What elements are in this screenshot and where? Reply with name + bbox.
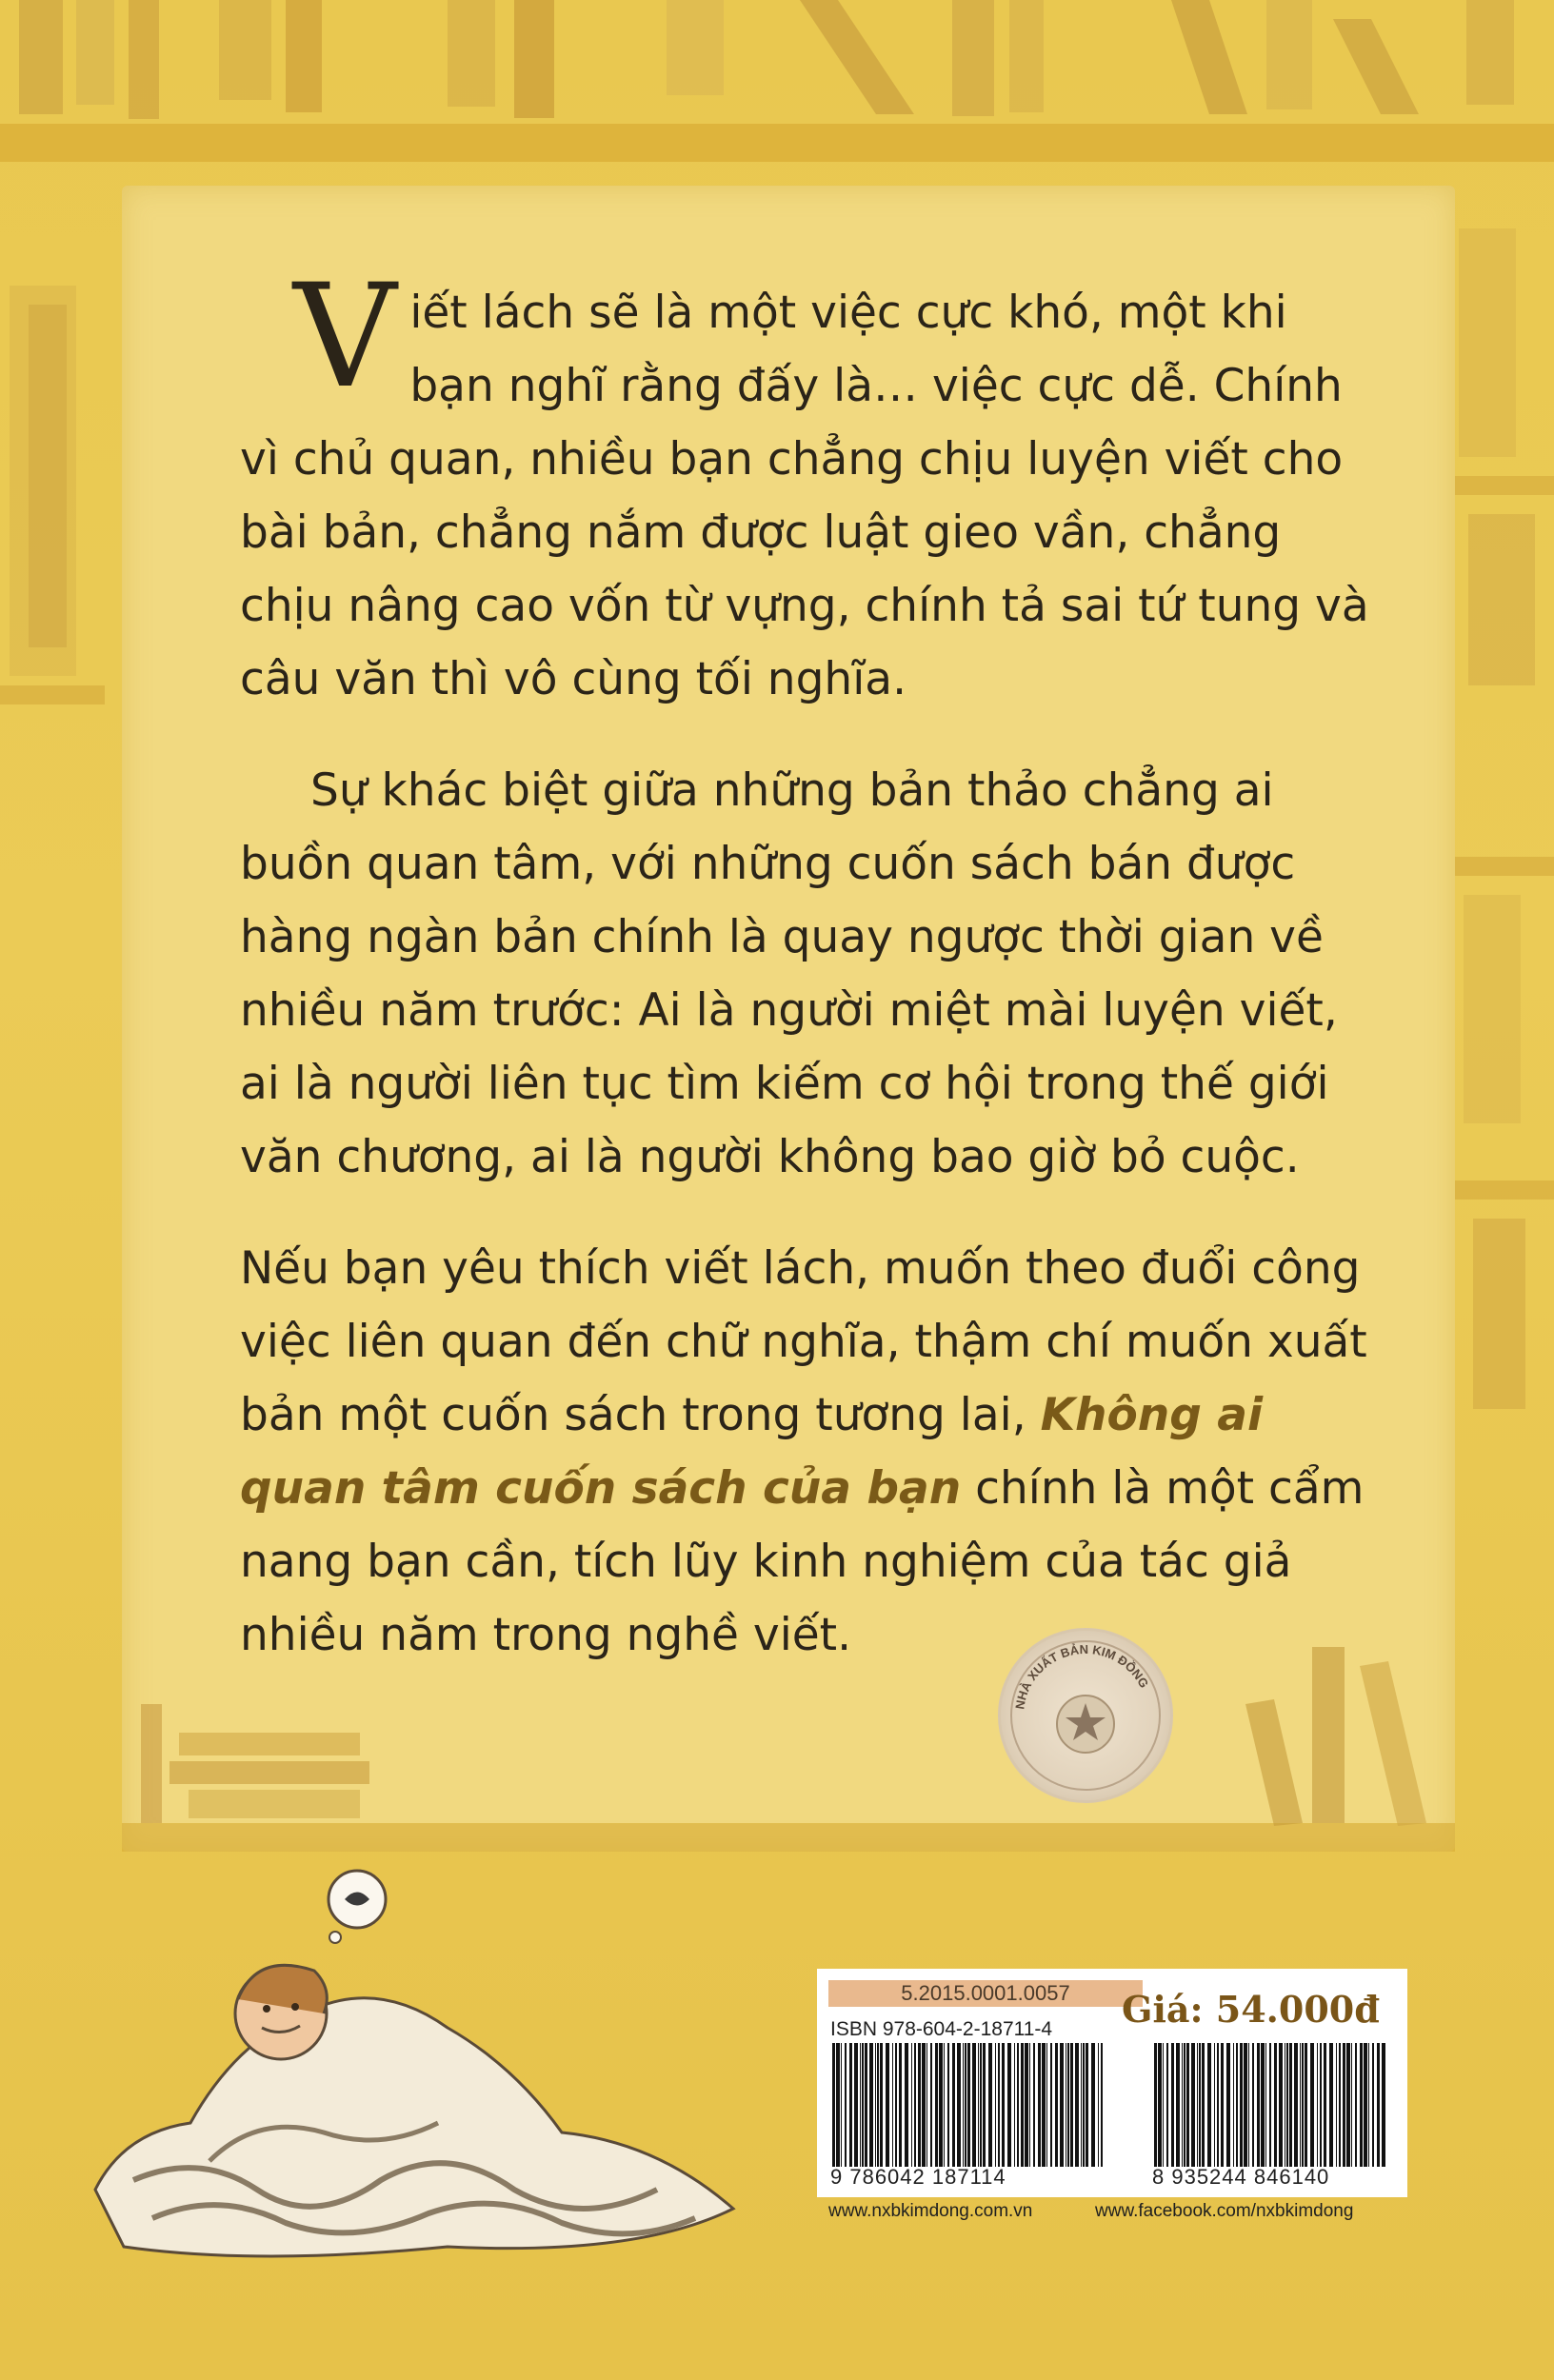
writer-in-paper-pile-illustration xyxy=(67,1847,809,2266)
barcode-label xyxy=(817,1969,1407,2197)
product-code: 5.2015.0001.0057 xyxy=(828,1980,1143,2007)
book-title-highlight: Không ai quan tâm cuốn sách của bạn xyxy=(240,1389,1264,1515)
blurb-paragraph-3: Nếu bạn yêu thích viết lách, muốn theo đuổi công việc liên quan đến chữ nghĩa, thậm chí muốn xuất bản một cuốn sách trong tương lai, Không ai quan tâm cuốn sách của bạn chính là một cẩm nang bạn cần, tích lũy kinh nghiệm của tác giả nhiều năm trong nghề viết. xyxy=(240,1242,1367,1661)
facebook-url: www.facebook.com/nxbkimdong xyxy=(1095,2201,1354,2221)
isbn-text: ISBN 978-604-2-18711-4 xyxy=(830,2018,1053,2040)
bookshelf-top-illustration xyxy=(0,0,1554,190)
blurb-text xyxy=(240,254,1383,1710)
ean-barcode xyxy=(1152,2043,1390,2167)
drop-cap: V xyxy=(293,254,397,420)
price-text: Giá: 54.000đ xyxy=(1122,1988,1380,2031)
seal-text: NHÀ XUẤT BẢN KIM ĐỒNG xyxy=(1012,1641,1152,1711)
ean-barcode-number: 8 935244 846140 xyxy=(1152,2165,1330,2189)
blurb-paragraph-2: Sự khác biệt giữa những bản thảo chẳng ai buồn quan tâm, với những cuốn sách bán được hàng ngàn bản chính là quay ngược thời gian về nhiều năm trước: Ai là người miệt mài luyện viết, ai là người liên tục tìm kiếm cơ hội trong thế giới văn chương, ai là người không bao giờ bỏ cuộc. xyxy=(240,764,1338,1183)
bookshelf-right-illustration xyxy=(1449,190,1554,1761)
website-url: www.nxbkimdong.com.vn xyxy=(828,2201,1033,2221)
blurb-paragraph-1: Viết lách sẽ là một việc cực khó, một khi bạn nghĩ rằng đấy là… việc cực dễ. Chính vì chủ quan, nhiều bạn chẳng chịu luyện viết cho bài bản, chẳng nắm được luật gieo vần, chẳng chịu nâng cao vốn từ vựng, chính tả sai tứ tung và câu văn thì vô cùng tối nghĩa. xyxy=(240,254,1369,705)
seal-emblem-icon xyxy=(1001,1631,1170,1800)
bookshelf-left-illustration xyxy=(0,267,105,704)
isbn-barcode-number: 9 786042 187114 xyxy=(830,2165,1006,2189)
isbn-barcode xyxy=(830,2043,1106,2167)
publisher-seal xyxy=(998,1628,1173,1803)
